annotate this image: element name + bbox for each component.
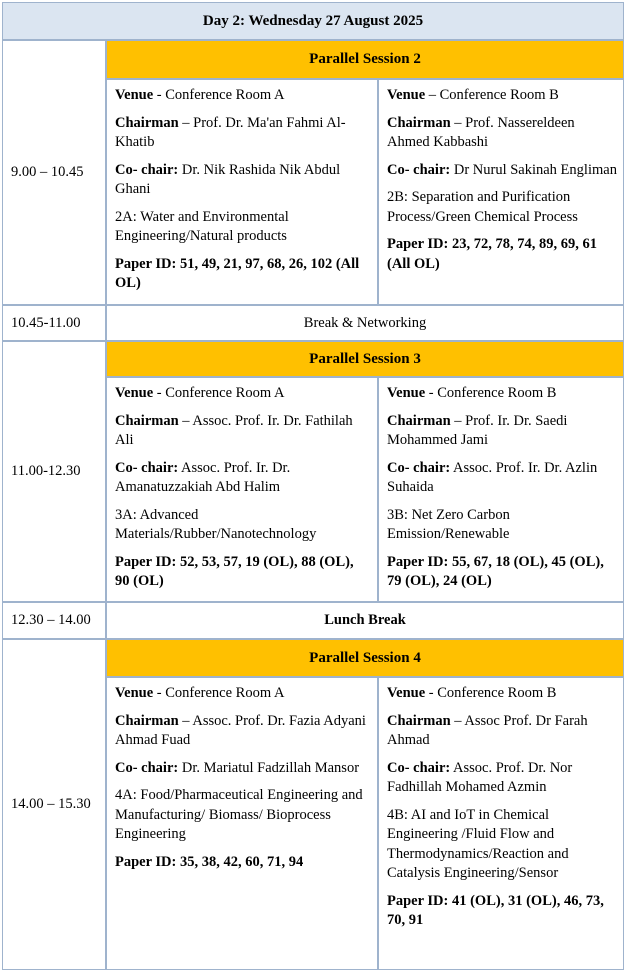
session-banner: Parallel Session 3 bbox=[106, 341, 624, 377]
chairman-line bbox=[115, 712, 371, 751]
session-banner: Parallel Session 2 bbox=[106, 40, 624, 79]
text-fragment: - Conference Room B bbox=[425, 385, 557, 401]
text-fragment: Assoc. Prof. Ir. Dr. Azlin Suhaida bbox=[387, 459, 598, 495]
text-fragment: Co- chair: bbox=[115, 459, 179, 476]
room-a-column bbox=[106, 677, 378, 970]
chairman-line bbox=[387, 412, 617, 451]
track-line: 2A: Water and Environmental Engineering/Natural products bbox=[115, 208, 289, 244]
text-fragment: Co- chair: bbox=[387, 459, 451, 476]
text-fragment: Chairman bbox=[115, 114, 179, 131]
cochair-line bbox=[387, 161, 617, 181]
track-line: 4A: Food/Pharmaceutical Engineering and Manufacturing/ Biomass/ Bioprocess Engineering bbox=[115, 787, 363, 842]
cochair-line bbox=[115, 759, 371, 779]
cochair-line bbox=[115, 459, 371, 498]
room-a-column bbox=[106, 377, 378, 602]
schedule-table bbox=[2, 2, 624, 970]
text-fragment: Assoc. Prof. Ir. Dr. Amanatuzzakiah Abd Halim bbox=[115, 459, 291, 495]
text-fragment: Co- chair: bbox=[115, 759, 179, 776]
text-fragment: – Assoc Prof. Dr Farah Ahmad bbox=[387, 712, 588, 748]
text-fragment: - Conference Room A bbox=[153, 87, 285, 103]
text-fragment: Chairman bbox=[115, 712, 179, 729]
text-fragment: Chairman bbox=[387, 114, 451, 131]
chairman-line bbox=[387, 114, 617, 153]
text-fragment: Co- chair: bbox=[387, 161, 451, 178]
text-fragment: - Conference Room B bbox=[425, 685, 557, 701]
text-fragment: Chairman bbox=[115, 412, 179, 429]
time-cell: 11.00-12.30 bbox=[2, 341, 106, 602]
text-fragment: Venue bbox=[115, 685, 154, 701]
text-fragment: Venue bbox=[387, 87, 426, 103]
break-label: Lunch Break bbox=[106, 602, 624, 639]
text-fragment: – Prof. Dr. Ma'an Fahmi Al-Khatib bbox=[115, 114, 346, 150]
room-b-column bbox=[378, 677, 624, 970]
text-fragment: Chairman bbox=[387, 712, 451, 729]
time-cell: 9.00 – 10.45 bbox=[2, 40, 106, 305]
paper-ids: Paper ID: 51, 49, 21, 97, 68, 26, 102 (All OL) bbox=[115, 255, 360, 291]
text-fragment: Dr. Nik Rashida Nik Abdul Ghani bbox=[115, 161, 341, 197]
cochair-line bbox=[115, 161, 371, 200]
venue-line bbox=[387, 86, 617, 106]
text-fragment: Venue bbox=[387, 685, 426, 701]
chairman-line bbox=[387, 712, 617, 751]
venue-line bbox=[115, 86, 371, 106]
text-fragment: Dr. Mariatul Fadzillah Mansor bbox=[178, 759, 360, 776]
paper-ids: Paper ID: 35, 38, 42, 60, 71, 94 bbox=[115, 853, 304, 870]
venue-line bbox=[115, 684, 371, 704]
session-banner: Parallel Session 4 bbox=[106, 639, 624, 677]
time-cell: 10.45-11.00 bbox=[2, 305, 106, 341]
track-line: 3A: Advanced Materials/Rubber/Nanotechnology bbox=[115, 506, 317, 542]
text-fragment: Co- chair: bbox=[387, 759, 451, 776]
room-b-column bbox=[378, 79, 624, 305]
text-fragment: - Conference Room A bbox=[153, 385, 285, 401]
venue-line bbox=[115, 384, 371, 404]
text-fragment: Co- chair: bbox=[115, 161, 179, 178]
room-a-column bbox=[106, 79, 378, 305]
paper-ids: Paper ID: 55, 67, 18 (OL), 45 (OL), 79 (OL), 24 (OL) bbox=[387, 553, 604, 589]
paper-ids: Paper ID: 23, 72, 78, 74, 89, 69, 61 (All OL) bbox=[387, 236, 597, 272]
venue-line bbox=[387, 384, 617, 404]
text-fragment: – Prof. Ir. Dr. Saedi Mohammed Jami bbox=[387, 412, 568, 448]
text-fragment: Assoc. Prof. Dr. Nor Fadhillah Mohamed Azmin bbox=[387, 759, 573, 795]
text-fragment: - Conference Room A bbox=[153, 685, 285, 701]
cochair-line bbox=[387, 459, 617, 498]
text-fragment: Dr Nurul Sakinah Engliman bbox=[450, 161, 617, 178]
track-line: 4B: AI and IoT in Chemical Engineering /Fluid Flow and Thermodynamics/Reaction and Catalysis Engineering/Sensor bbox=[387, 806, 569, 881]
text-fragment: Venue bbox=[115, 87, 154, 103]
chairman-line bbox=[115, 114, 371, 153]
text-fragment: – Conference Room B bbox=[425, 87, 559, 103]
text-fragment: – Prof. Nassereldeen Ahmed Kabbashi bbox=[387, 114, 575, 150]
text-fragment: Chairman bbox=[387, 412, 451, 429]
chairman-line bbox=[115, 412, 371, 451]
cochair-line bbox=[387, 759, 617, 798]
time-cell: 14.00 – 15.30 bbox=[2, 639, 106, 970]
venue-line bbox=[387, 684, 617, 704]
text-fragment: – Assoc. Prof. Dr. Fazia Adyani Ahmad Fuad bbox=[115, 712, 366, 748]
day-header: Day 2: Wednesday 27 August 2025 bbox=[2, 2, 624, 40]
time-cell: 12.30 – 14.00 bbox=[2, 602, 106, 639]
track-line: 3B: Net Zero Carbon Emission/Renewable bbox=[387, 506, 510, 542]
paper-ids: Paper ID: 41 (OL), 31 (OL), 46, 73, 70, 91 bbox=[387, 892, 604, 928]
text-fragment: Venue bbox=[387, 385, 426, 401]
track-line: 2B: Separation and Purification Process/Green Chemical Process bbox=[387, 189, 578, 225]
text-fragment: Venue bbox=[115, 385, 154, 401]
break-label: Break & Networking bbox=[106, 305, 624, 341]
paper-ids: Paper ID: 52, 53, 57, 19 (OL), 88 (OL), 90 (OL) bbox=[115, 553, 354, 589]
room-b-column bbox=[378, 377, 624, 602]
text-fragment: – Assoc. Prof. Ir. Dr. Fathilah Ali bbox=[115, 412, 353, 448]
